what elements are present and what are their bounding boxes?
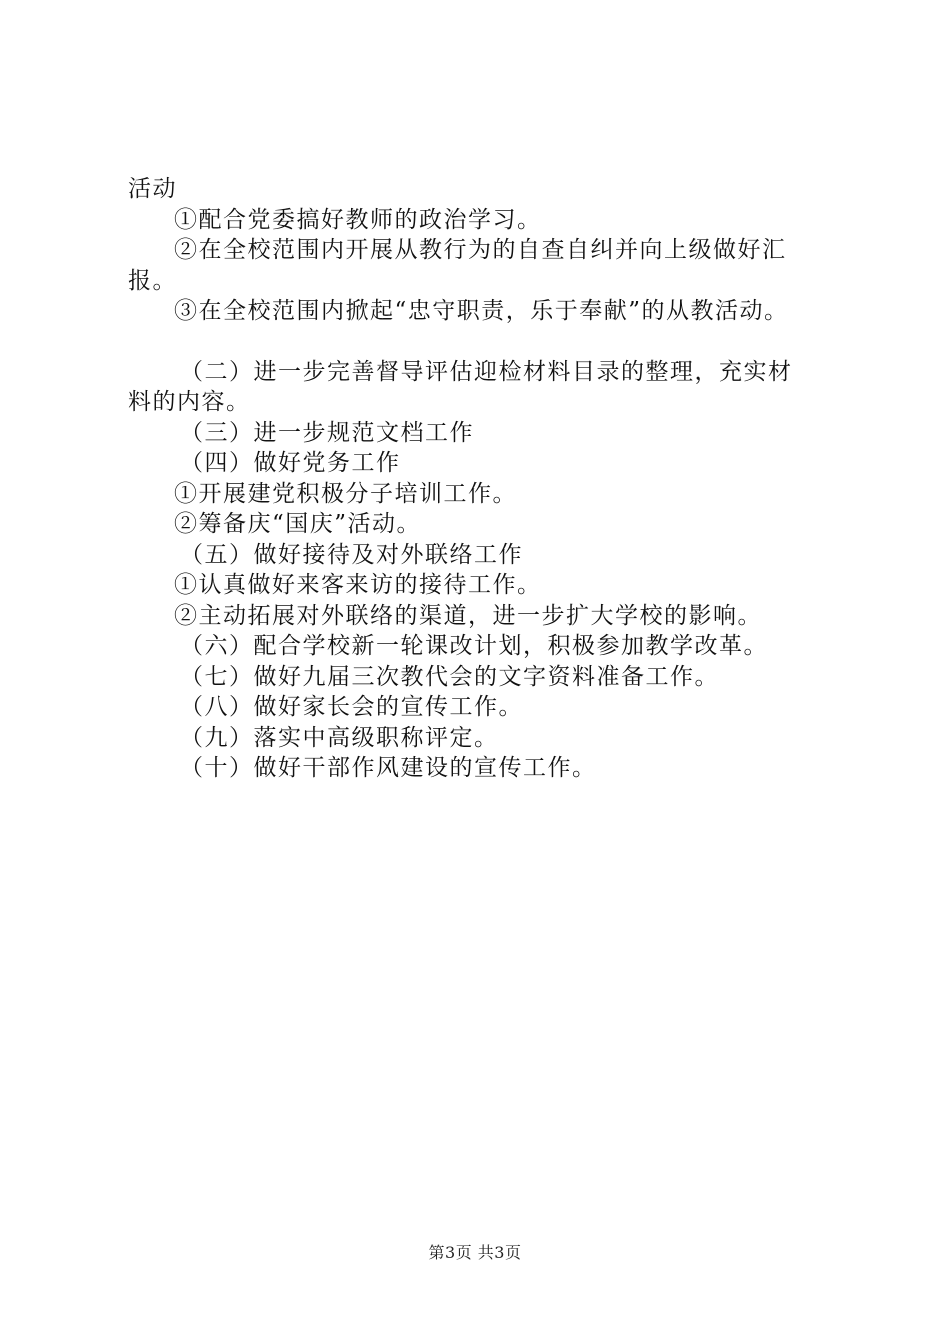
section-heading-4: （四）做好党务工作	[180, 450, 401, 476]
text-line-report-continued: 报。	[128, 267, 177, 294]
section-heading-2: （二）进一步完善督导评估迎检材料目录的整理，充实材	[180, 358, 793, 385]
text-line-activity-continued: 活动	[128, 176, 177, 202]
text-line-materials-continued: 料的内容。	[128, 389, 251, 415]
section-heading-6: （六）配合学校新一轮课改计划，积极参加教学改革。	[180, 633, 768, 659]
list-item-reception: ①认真做好来客来访的接待工作。	[174, 572, 542, 598]
document-body	[128, 174, 840, 784]
section-heading-9: （九）落实中高级职称评定。	[180, 724, 499, 751]
section-heading-7: （七）做好九届三次教代会的文字资料准备工作。	[180, 663, 719, 690]
section-heading-10: （十）做好干部作风建设的宣传工作。	[180, 755, 597, 781]
list-item-party-training: ①开展建党积极分子培训工作。	[174, 480, 517, 507]
paragraph-gap	[128, 327, 840, 357]
list-item-dedication-activity: ③在全校范围内掀起“忠守职责，乐于奉献”的从教活动。	[174, 298, 789, 324]
section-heading-8: （八）做好家长会的宣传工作。	[180, 694, 523, 720]
list-item-national-day: ②筹备庆“国庆”活动。	[174, 511, 422, 537]
list-item-party-study: ①配合党委搞好教师的政治学习。	[174, 206, 542, 233]
list-item-self-check: ②在全校范围内开展从教行为的自查自纠并向上级做好汇	[174, 237, 787, 263]
section-heading-3: （三）进一步规范文档工作	[180, 419, 474, 446]
section-heading-5: （五）做好接待及对外联络工作	[180, 541, 523, 568]
page-footer: 第3页 共3页	[428, 1243, 522, 1262]
list-item-external-liaison: ②主动拓展对外联络的渠道，进一步扩大学校的影响。	[174, 602, 762, 629]
